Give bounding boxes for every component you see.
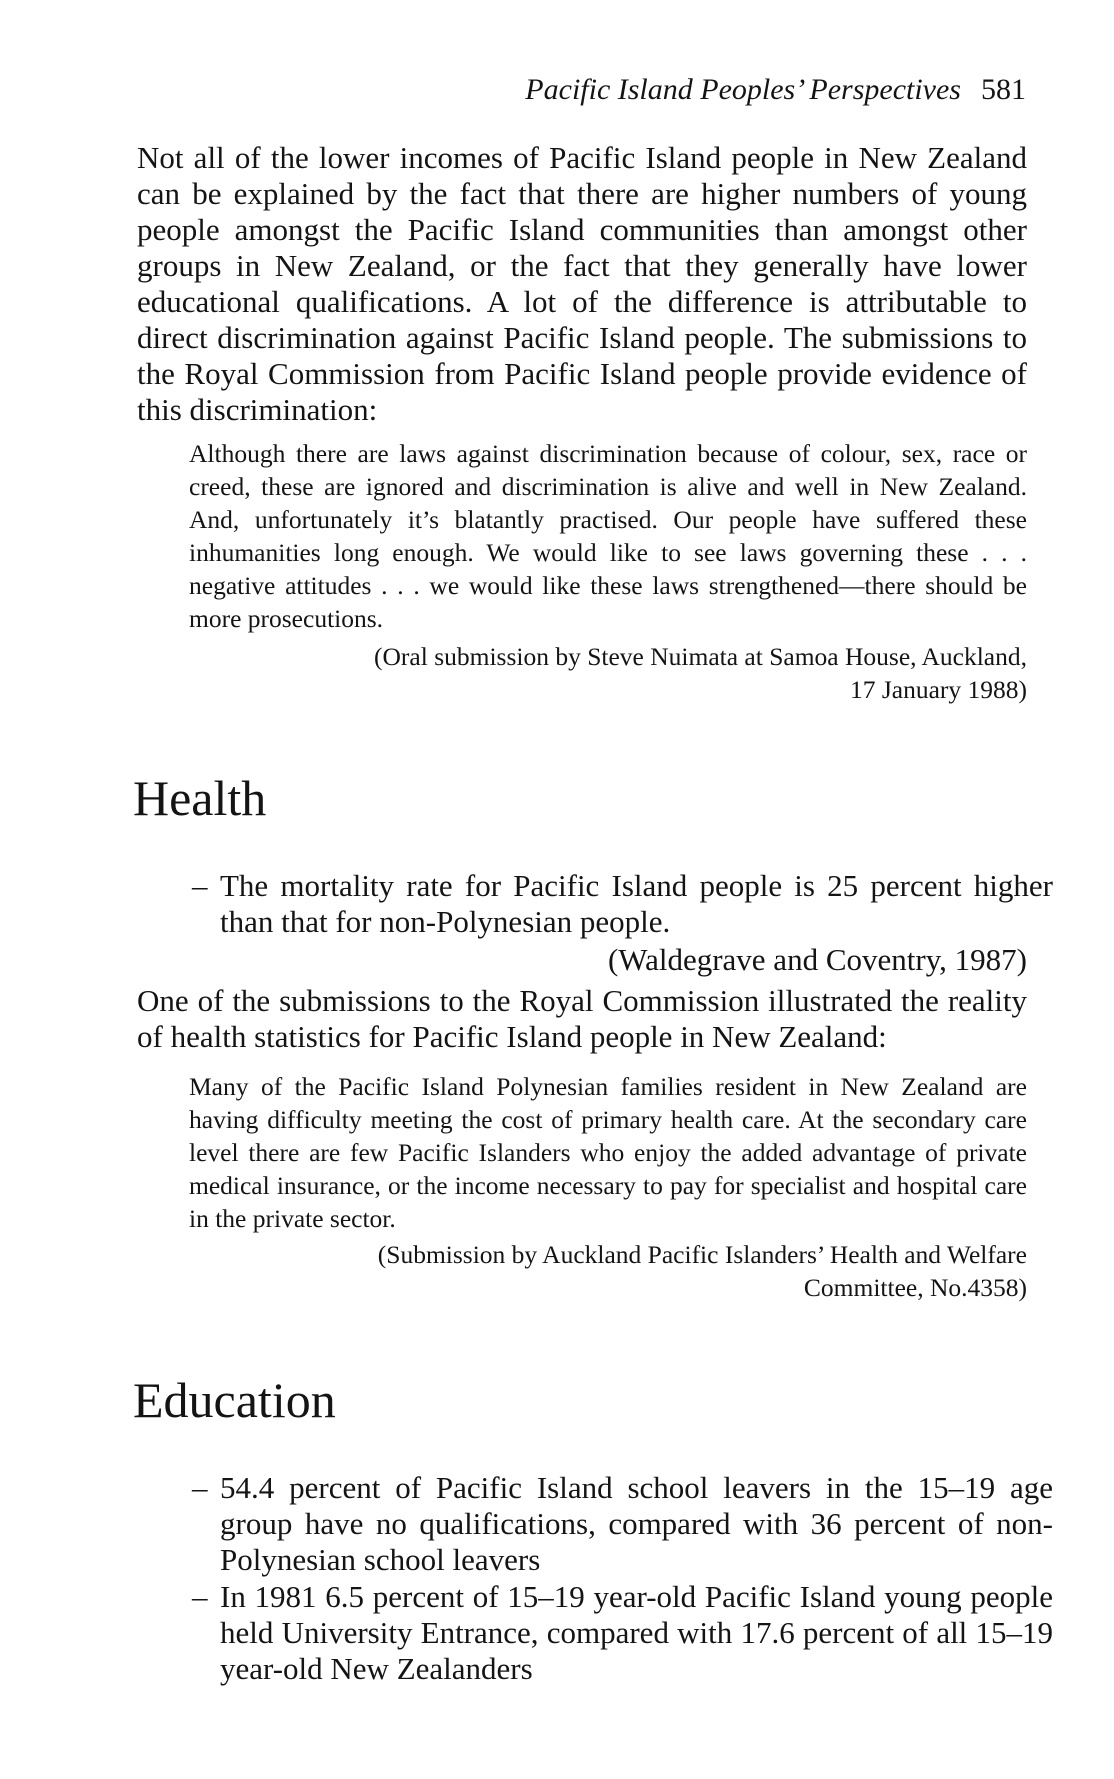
discrimination-quote-citation xyxy=(267,640,1027,706)
discrimination-quote: Although there are laws against discrimination because of colour, sex, race or creed, these are ignored and discrimination is alive and well in New Zealand. And, unfortunately it’s blatantly practised. Our people have suffered these inhumanities long enough. We would like to see laws governing these . . . negative attitudes . . . we would like these laws strengthened—there should be more prosecutions. xyxy=(189,439,1027,633)
bullet-text: The mortality rate for Pacific Island people is 25 percent higher than that for non-Polynesian people. xyxy=(220,868,1053,939)
page-number: 581 xyxy=(981,73,1026,106)
running-head-title: Pacific Island Peoples’ Perspectives xyxy=(525,73,961,106)
citation-line: (Submission by Auckland Pacific Islanders’ Health and Welfare xyxy=(377,1240,1027,1269)
health-bullet-source: (Waldegrave and Coventry, 1987) xyxy=(607,942,1027,977)
education-bullet xyxy=(192,1579,1053,1687)
section-heading-education: Education xyxy=(133,1372,336,1428)
intro-paragraph: Not all of the lower incomes of Pacific Island people in New Zealand can be explained by the fact that there are higher numbers of young people amongst the Pacific Island communities than amongst other groups in New Zealand, or the fact that they generally have lower educational qualifications. A lot of the difference is attributable to direct discrimination against Pacific Island people. The submissions to the Royal Commission from Pacific Island people provide evidence of this discrimination: xyxy=(137,140,1027,427)
bullet-text: 54.4 percent of Pacific Island school leavers in the 15–19 age group have no qualifications, compared with 36 percent of non-Polynesian school leavers xyxy=(220,1470,1053,1577)
education-bullet xyxy=(192,1470,1053,1578)
health-paragraph: One of the submissions to the Royal Commission illustrated the reality of health statistics for Pacific Island people in New Zealand: xyxy=(137,983,1027,1054)
bullet-dash: – xyxy=(192,1470,208,1505)
citation-line: Committee, No.4358) xyxy=(803,1273,1027,1302)
bullet-dash: – xyxy=(192,868,208,903)
bullet-dash: – xyxy=(192,1579,208,1614)
citation-line: (Oral submission by Steve Nuimata at Samoa House, Auckland, xyxy=(374,642,1027,671)
running-header xyxy=(525,72,1026,108)
section-heading-health: Health xyxy=(133,770,267,826)
health-bullet xyxy=(192,868,1053,940)
citation-line: 17 January 1988) xyxy=(849,675,1027,704)
bullet-text: In 1981 6.5 percent of 15–19 year-old Pacific Island young people held University Entrance, compared with 17.6 percent of all 15–19 year-old New Zealanders xyxy=(220,1579,1053,1686)
health-quote-citation xyxy=(267,1238,1027,1304)
health-quote: Many of the Pacific Island Polynesian families resident in New Zealand are having difficulty meeting the cost of primary health care. At the secondary care level there are few Pacific Islanders who enjoy the added advantage of private medical insurance, or the income necessary to pay for specialist and hospital care in the private sector. xyxy=(189,1072,1027,1233)
